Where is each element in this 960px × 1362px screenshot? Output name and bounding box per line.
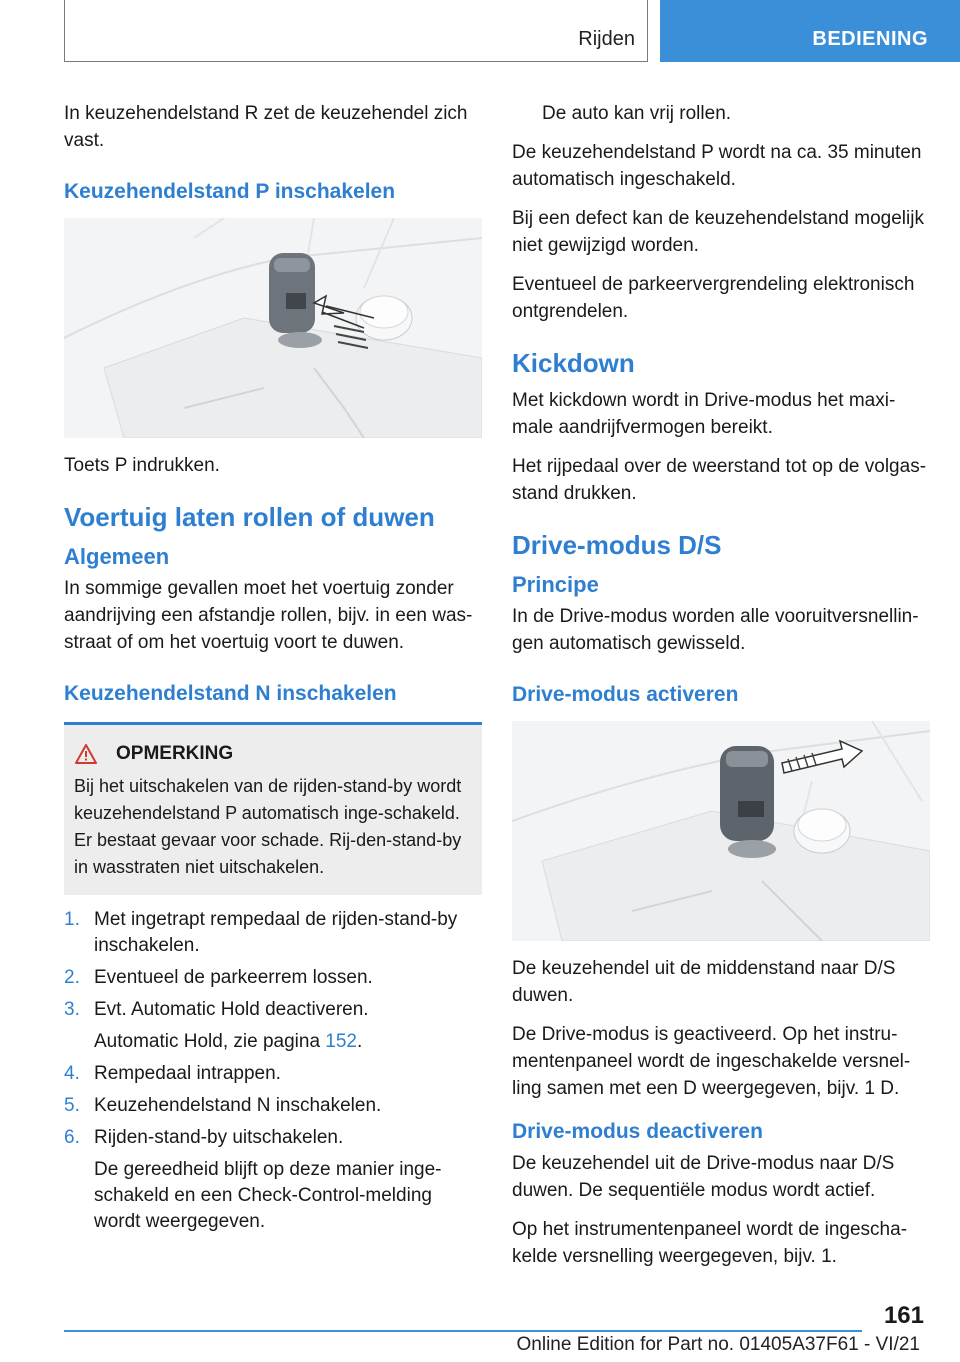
footer-divider [64, 1330, 862, 1332]
header-box [64, 0, 648, 62]
header-section: Rijden [578, 28, 635, 50]
heading-drive-mode: Drive-modus D/S [512, 530, 722, 560]
list-item [64, 1093, 482, 1119]
chapter-tab[interactable] [660, 0, 960, 62]
step-text: Evt. Automatic Hold deactiveren. [94, 999, 369, 1020]
right-column [512, 100, 930, 1282]
paragraph: De Drive-modus is geactiveerd. Op het instru-mentenpaneel wordt de ingeschakelde versnel-ling samen met een D weergegeven, bijv. 1 D. [512, 1024, 911, 1099]
step-subtext: De gereedheid blijft op deze manier inge-schakeld en een Check-Control-melding wordt weergegeven. [94, 1159, 442, 1232]
step-number: 6. [64, 1127, 80, 1148]
step-text: Met ingetrapt rempedaal de rijden-stand-by inschakelen. [94, 909, 458, 956]
step-text: Rijden-stand-by uitschakelen. [94, 1127, 344, 1148]
step-text: Rempedaal intrappen. [94, 1063, 281, 1084]
paragraph: Bij een defect kan de keuzehendelstand mogelijk niet gewijzigd worden. [512, 208, 924, 256]
heading-deactivate: Drive-modus deactiveren [512, 1120, 763, 1143]
paragraph: De keuzehendelstand P wordt na ca. 35 minuten automatisch ingeschakeld. [512, 142, 922, 190]
intro-text: In keuzehendelstand R zet de keuzehendel zich vast. [64, 103, 468, 151]
step-number: 2. [64, 967, 80, 988]
step-text: Keuzehendelstand N inschakelen. [94, 1095, 382, 1116]
heading-general: Algemeen [64, 544, 170, 569]
paragraph: Het rijpedaal over de weerstand tot op de volgas-stand drukken. [512, 456, 927, 504]
paragraph: In de Drive-modus worden alle vooruitversnellin-gen automatisch gewisseld. [512, 606, 919, 654]
list-item [64, 1125, 482, 1235]
list-item [64, 965, 482, 991]
page-number: 161 [883, 1302, 924, 1329]
heading-n: Keuzehendelstand N inschakelen [64, 682, 397, 705]
heading-p: Keuzehendelstand P inschakelen [64, 180, 396, 203]
paragraph: Eventueel de parkeervergrendeling elektronisch ontgrendelen. [512, 274, 915, 322]
note-title: OPMERKING [116, 743, 234, 764]
list-item [64, 907, 482, 959]
left-column [64, 100, 482, 1241]
paragraph: De keuzehendel uit de Drive-modus naar D/S duwen. De sequentiële modus wordt actief. [512, 1153, 895, 1201]
caption-p: Toets P indrukken. [64, 455, 220, 476]
caption-d: De keuzehendel uit de middenstand naar D/S duwen. [512, 958, 896, 1006]
paragraph: Met kickdown wordt in Drive-modus het maxi-male aandrijfvermogen bereikt. [512, 390, 896, 438]
step-text: Eventueel de parkeerrem lossen. [94, 967, 373, 988]
warning-triangle-icon [74, 743, 98, 765]
step-number: 5. [64, 1095, 80, 1116]
general-text: In sommige gevallen moet het voertuig zonder aandrijving een afstandje rollen, bijv. in een was-straat of om het voertuig voort te duwen. [64, 578, 473, 653]
chapter-label: BEDIENING [812, 28, 928, 50]
gear-selector-ds-illustration [512, 721, 930, 941]
result-text: De auto kan vrij rollen. [542, 103, 732, 124]
step-subtext: Automatic Hold, zie pagina 152. [94, 1031, 363, 1052]
heading-roll: Voertuig laten rollen of duwen [64, 502, 435, 532]
footer-edition: Online Edition for Part no. 01405A37F61 - VI/21 [516, 1334, 920, 1355]
list-item [64, 997, 482, 1055]
step-number: 3. [64, 999, 80, 1020]
heading-activate: Drive-modus activeren [512, 683, 739, 706]
paragraph: Op het instrumentenpaneel wordt de ingescha-kelde versnelling weergegeven, bijv. 1. [512, 1219, 908, 1267]
note-text: Bij het uitschakelen van de rijden-stand-by wordt keuzehendelstand P automatisch inge-schakeld. Er bestaat gevaar voor schade. Rij-den-stand-by in wasstraten niet uitschakelen. [74, 776, 462, 877]
heading-kickdown: Kickdown [512, 348, 635, 378]
heading-principle: Principe [512, 572, 599, 597]
step-number: 4. [64, 1063, 80, 1084]
warning-note [64, 722, 482, 895]
page-reference-link[interactable]: 152 [325, 1031, 357, 1052]
steps-list [64, 907, 482, 1235]
gear-selector-p-illustration [64, 218, 482, 438]
list-item [64, 1061, 482, 1087]
step-number: 1. [64, 909, 80, 930]
